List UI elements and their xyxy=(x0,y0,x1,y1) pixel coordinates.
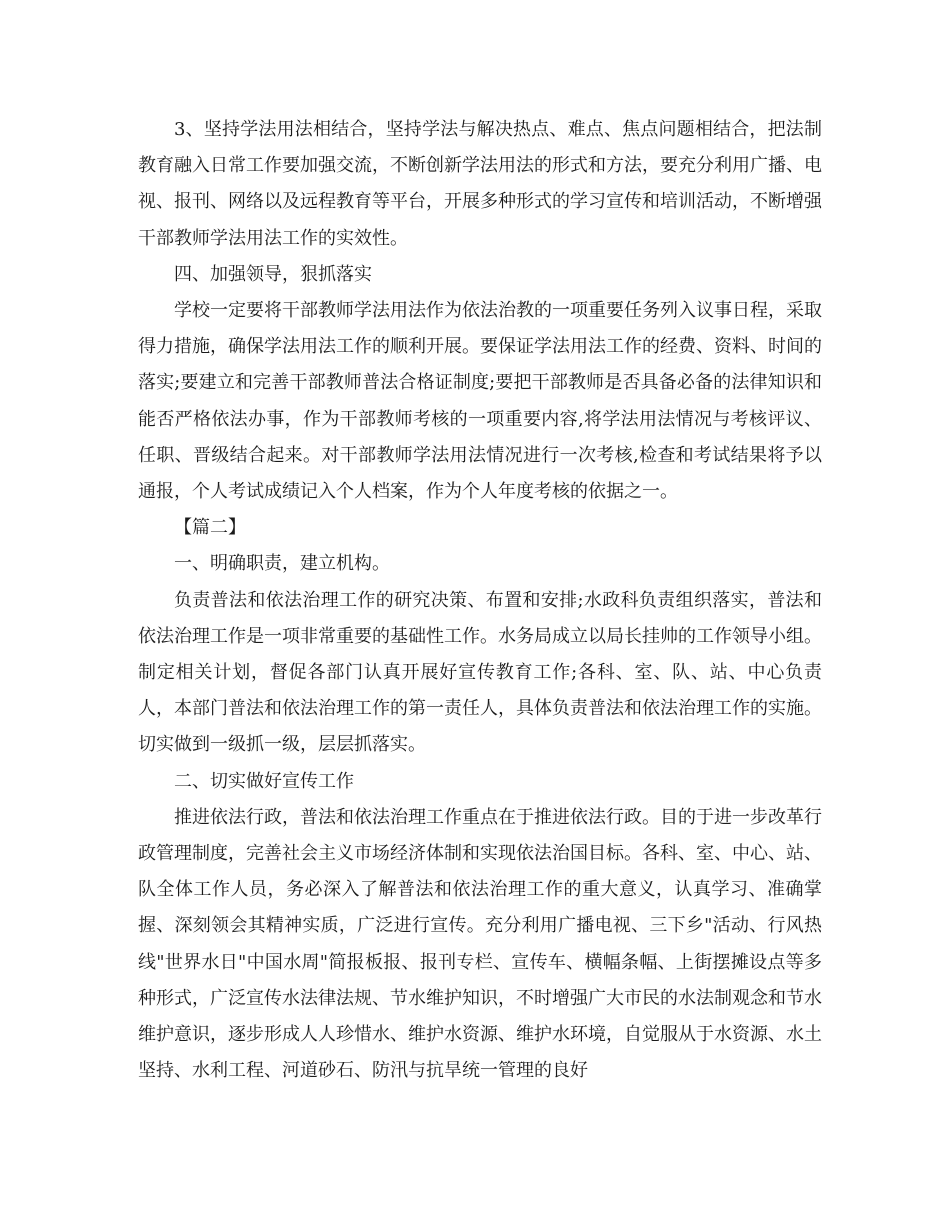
paragraph-responsibilities: 负责普法和依法治理工作的研究决策、布置和安排;水政科负责组织落实，普法和依法治理工作是一项非常重要的基础性工作。水务局成立以局长挂帅的工作领导小组。制定相关计划，督促各部门认真开展好宣传教育工作;各科、室、队、站、中心负责人，本部门普法和依法治理工作的第一责任人，具体负责普法和依法治理工作的实施。切实做到一级抓一级，层层抓落实。 xyxy=(138,589,822,756)
part-two-heading: 【篇二】 xyxy=(174,517,246,539)
section-heading-1: 一、明确职责，建立机构。 xyxy=(174,553,390,575)
paragraph-point-3: 3、坚持学法用法相结合，坚持学法与解决热点、难点、焦点问题相结合，把法制教育融入日常工作要加强交流，不断创新学法用法的形式和方法，要充分利用广播、电视、报刊、网络以及远程教育等平台，开展多种形式的学习宣传和培训活动，不断增强干部教师学法用法工作的实效性。 xyxy=(138,119,822,249)
document-body xyxy=(138,112,822,1089)
paragraph-publicity: 推进依法行政，普法和依法治理工作重点在于推进依法行政。目的于进一步改革行政管理制度，完善社会主义市场经济体制和实现依法治国目标。各科、室、中心、站、队全体工作人员，务必深入了解普法和依法治理工作的重大意义，认真学习、准确掌握、深刻领会其精神实质，广泛进行宣传。充分利用广播电视、三下乡"活动、行风热线"世界水日"中国水周"简报板报、报刊专栏、宣传车、横幅条幅、上街摆摊设点等多种形式，广泛宣传水法律法规、节水维护知识，不时增强广大市民的水法制观念和节水维护意识，逐步形成人人珍惜水、维护水资源、维护水环境，自觉服从于水资源、水土坚持、水利工程、河道砂石、防汛与抗旱统一管理的良好 xyxy=(138,806,822,1082)
section-heading-4: 四、加强领导，狠抓落实 xyxy=(174,263,372,285)
paragraph-leadership: 学校一定要将干部教师学法用法作为依法治教的一项重要任务列入议事日程，采取得力措施，确保学法用法工作的顺利开展。要保证学法用法工作的经费、资料、时间的落实;要建立和完善干部教师普法合格证制度;要把干部教师是否具备必备的法律知识和能否严格依法办事，作为干部教师考核的一项重要内容,将学法用法情况与考核评议、任职、晋级结合起来。对干部教师学法用法情况进行一次考核,检查和考试结果将予以通报，个人考试成绩记入个人档案，作为个人年度考核的依据之一。 xyxy=(138,300,822,503)
section-heading-2: 二、切实做好宣传工作 xyxy=(174,770,354,792)
